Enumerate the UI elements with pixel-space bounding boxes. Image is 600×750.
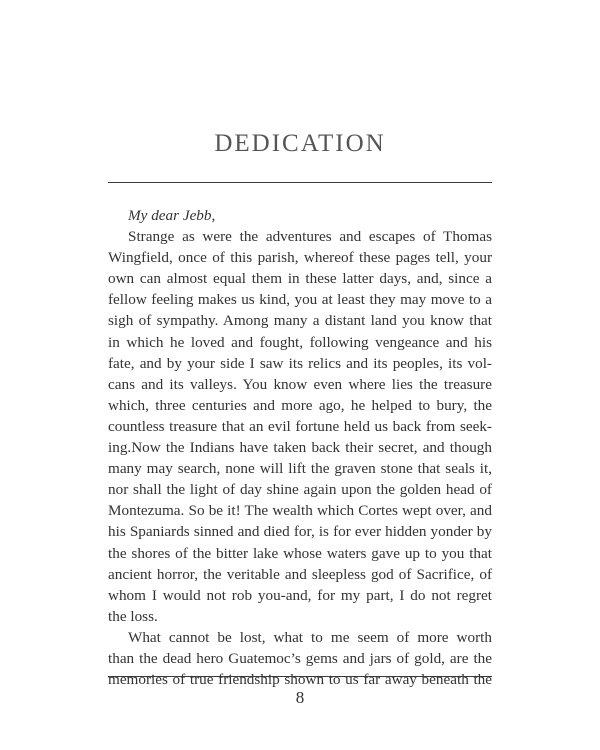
body-text: [108, 205, 492, 690]
text-line: than the dead hero Guatemoc’s gems and jars of gold, are the: [108, 649, 492, 667]
paragraphs: [108, 226, 492, 690]
text-line: Wingfield, once of this parish, whereof these pages tell, your: [108, 249, 492, 267]
text-line: countless treasure that an evil fortune held us back from seek-: [108, 417, 492, 435]
text-line: fate, and by your side I saw its relics and its peoples, its vol-: [108, 354, 492, 372]
top-rule: [108, 182, 492, 183]
salutation: My dear Jebb,: [128, 207, 216, 224]
text-line: fellow feeling makes us kind, you at least they may move to a: [108, 291, 492, 309]
text-line: sigh of sympathy. Among many a distant land you know that: [108, 312, 492, 330]
page-number: 8: [295, 688, 305, 707]
text-line: cans and its valleys. You know even where lies the treasure: [108, 375, 492, 393]
text-line: the loss.: [108, 607, 158, 625]
bottom-rule: [108, 676, 492, 677]
paragraph: [108, 627, 492, 690]
text-line: many may search, none will lift the graven stone that seals it,: [108, 460, 492, 478]
text-line: ancient horror, the veritable and sleepless god of Sacrifice, of: [108, 565, 492, 583]
text-line: ing.Now the Indians have taken back their secret, and though: [108, 439, 492, 457]
text-line: whom I would not rob you-and, for my part, I do not regret: [108, 586, 492, 604]
text-line: Montezuma. So be it! The wealth which Cortes wept over, and: [108, 502, 492, 520]
text-line: What cannot be lost, what to me seem of more worth: [128, 628, 492, 646]
text-line: own can almost equal them in these latter days, and, since a: [108, 270, 492, 288]
text-line: the shores of the bitter lake whose waters gave up to you that: [108, 544, 492, 562]
text-line: his Spaniards sinned and died for, is for ever hidden yonder by: [108, 523, 492, 541]
text-line: in which he loved and fought, following vengeance and his: [108, 333, 492, 351]
text-line: Strange as were the adventures and escapes of Thomas: [128, 228, 492, 246]
text-line: nor shall the light of day shine again upon the golden head of: [108, 481, 492, 499]
text-line: which, three centuries and more ago, he helped to bury, the: [108, 396, 492, 414]
chapter-heading: DEDICATION: [214, 130, 386, 157]
paragraph: [108, 226, 492, 627]
text-line: memories of true friendship shown to us far away beneath the: [108, 671, 492, 689]
